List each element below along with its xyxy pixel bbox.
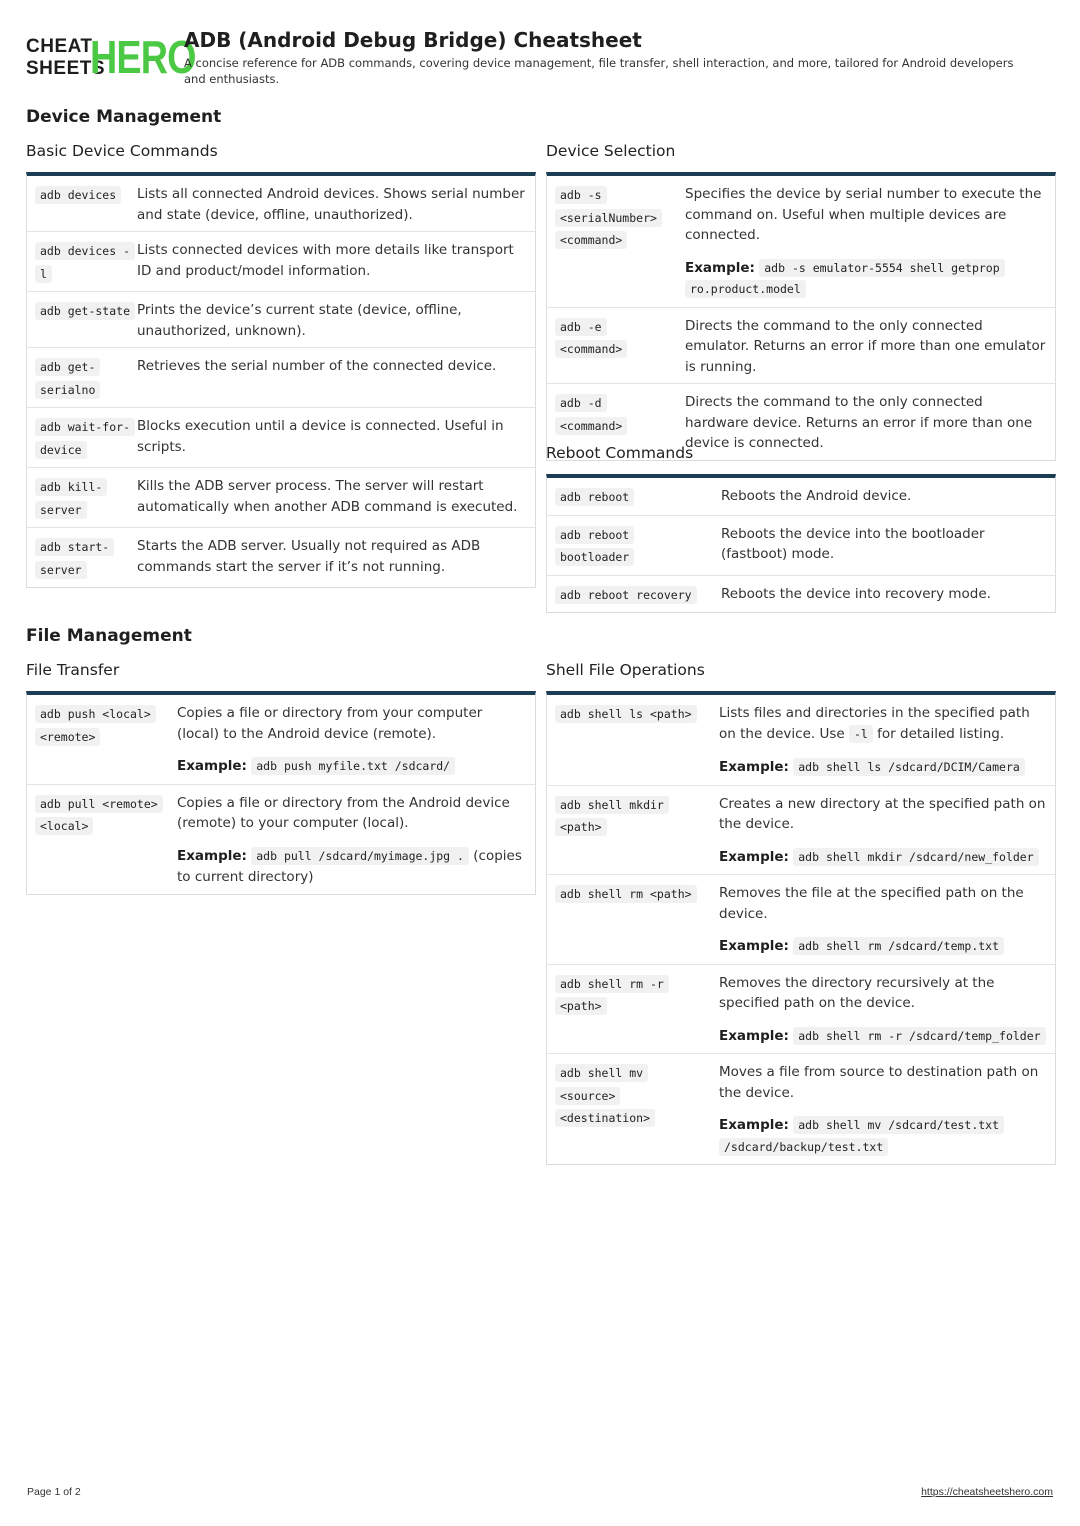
- table-row: [547, 786, 1055, 876]
- command-code: adb wait-for-device: [35, 418, 135, 459]
- example-code: adb pull /sdcard/myimage.jpg .: [251, 847, 469, 865]
- command-description: Removes the file at the specified path on the device.: [719, 885, 1024, 922]
- section-title-device-management: Device Management: [26, 107, 222, 127]
- command-code: adb shell ls <path>: [555, 705, 697, 723]
- command-code: adb reboot: [555, 488, 634, 506]
- command-code: adb pull <remote> <local>: [35, 795, 163, 836]
- command-code: adb shell mkdir <path>: [555, 796, 669, 837]
- page-subtitle: A concise reference for ADB commands, covering device management, file transfer, shell interaction, and more, tailored for Android developers and enthusiasts.: [184, 56, 1014, 86]
- command-code: adb -s <serialNumber> <command>: [555, 186, 662, 249]
- command-description: Reboots the device into the bootloader (fastboot) mode.: [721, 525, 985, 562]
- example-note: (copies to current directory): [177, 847, 522, 885]
- command-description: Copies a file or directory from your computer (local) to the Android device (remote).: [177, 705, 483, 742]
- table-row: [547, 576, 1055, 613]
- logo-text-cheat: CHEAT: [26, 36, 93, 57]
- command-description: Prints the device’s current state (device, offline, unauthorized, unknown).: [137, 302, 462, 339]
- table-row: [27, 292, 535, 348]
- example-code: adb -s emulator-5554 shell getprop ro.product.model: [685, 259, 1005, 299]
- command-description: Lists connected devices with more details like transport ID and product/model information.: [137, 242, 514, 279]
- example-code: adb shell mv /sdcard/test.txt /sdcard/backup/test.txt: [719, 1116, 1004, 1156]
- example-code: adb shell rm /sdcard/temp.txt: [793, 937, 1004, 955]
- example-label: Example:: [685, 259, 755, 276]
- example-code: adb push myfile.txt /sdcard/: [251, 757, 455, 775]
- card-device-selection: [546, 172, 1056, 461]
- command-example: [719, 757, 1047, 779]
- description-text: for detailed listing.: [877, 725, 1005, 742]
- command-code: adb shell rm -r <path>: [555, 975, 669, 1016]
- table-row: [27, 468, 535, 528]
- example-label: Example:: [177, 758, 247, 774]
- page-header: [26, 28, 1056, 90]
- example-label: Example:: [719, 1027, 789, 1044]
- command-description: Specifies the device by serial number to execute the command on. Useful when multiple devices are connected.: [685, 186, 1042, 243]
- cheatsheets-hero-logo[interactable]: [26, 31, 196, 83]
- table-row: [27, 408, 535, 468]
- table-row: [27, 695, 535, 785]
- command-description: Moves a file from source to destination path on the device.: [719, 1064, 1039, 1101]
- command-description: Creates a new directory at the specified path on the device.: [719, 795, 1046, 832]
- table-row: [27, 176, 535, 232]
- table-row: [27, 348, 535, 408]
- command-code: adb start-server: [35, 538, 114, 579]
- page-title: ADB (Android Debug Bridge) Cheatsheet: [184, 28, 642, 52]
- example-label: Example:: [719, 1117, 789, 1133]
- command-code: adb -e <command>: [555, 318, 627, 359]
- table-row: [547, 478, 1055, 516]
- card-shell-file-operations: [546, 691, 1056, 1165]
- command-description: Starts the ADB server. Usually not required as ADB commands start the server if it’s not running.: [137, 538, 481, 575]
- card-title-reboot-commands: Reboot Commands: [546, 444, 694, 462]
- card-basic-device-commands: [26, 172, 536, 588]
- card-title-basic-device-commands: Basic Device Commands: [26, 142, 218, 160]
- command-description: Blocks execution until a device is connected. Useful in scripts.: [137, 418, 504, 455]
- section-title-file-management: File Management: [26, 626, 192, 646]
- command-description: Directs the command to the only connected emulator. Returns an error if more than one emulator is running.: [685, 317, 1046, 375]
- example-label: Example:: [719, 759, 789, 775]
- example-code: adb shell rm -r /sdcard/temp_folder: [793, 1027, 1045, 1045]
- command-code: adb reboot bootloader: [555, 526, 634, 567]
- command-code: adb get-state: [35, 302, 135, 320]
- card-title-shell-file-operations: Shell File Operations: [546, 661, 705, 679]
- table-row: [27, 232, 535, 292]
- table-row: [547, 875, 1055, 965]
- table-row: [27, 528, 535, 587]
- command-example: [685, 258, 1047, 301]
- command-example: [719, 936, 1047, 958]
- table-row: [547, 965, 1055, 1055]
- command-code: adb kill-server: [35, 478, 107, 519]
- command-example: [719, 847, 1047, 869]
- command-description: Kills the ADB server process. The server will restart automatically when another ADB command is executed.: [137, 478, 518, 515]
- command-code: adb reboot recovery: [555, 586, 697, 604]
- description-text: Lists files and directories in the specified path on the device. Use: [719, 705, 1030, 742]
- inline-code: -l: [849, 725, 873, 743]
- example-code: adb shell ls /sdcard/DCIM/Camera: [793, 758, 1025, 776]
- table-row: [547, 516, 1055, 576]
- command-example: [719, 1026, 1047, 1048]
- command-example: [177, 846, 527, 888]
- logo-text-sheets: SHEETS: [26, 58, 106, 79]
- example-code: adb shell mkdir /sdcard/new_folder: [793, 848, 1038, 866]
- card-title-device-selection: Device Selection: [546, 142, 676, 160]
- example-label: Example:: [719, 938, 789, 954]
- command-description: Copies a file or directory from the Android device (remote) to your computer (local).: [177, 794, 510, 831]
- command-example: [177, 756, 527, 778]
- logo-text-hero: HERO: [90, 31, 196, 83]
- command-description: Removes the directory recursively at the specified path on the device.: [719, 974, 995, 1011]
- table-row: [547, 176, 1055, 308]
- page-number: Page 1 of 2: [27, 1486, 81, 1498]
- command-code: adb devices: [35, 186, 121, 204]
- example-label: Example:: [719, 848, 789, 865]
- card-reboot-commands: [546, 474, 1056, 613]
- command-code: adb devices -l: [35, 242, 135, 283]
- command-example: [719, 1115, 1047, 1158]
- example-label: Example:: [177, 847, 247, 864]
- command-description: [719, 703, 1047, 745]
- card-title-file-transfer: File Transfer: [26, 661, 120, 679]
- card-file-transfer: [26, 691, 536, 895]
- command-code: adb -d <command>: [555, 394, 627, 435]
- table-row: [27, 785, 535, 894]
- table-row: [547, 1054, 1055, 1164]
- command-code: adb push <local> <remote>: [35, 705, 156, 746]
- command-code: adb get-serialno: [35, 358, 100, 399]
- table-row: [547, 695, 1055, 786]
- command-description: Retrieves the serial number of the connected device.: [137, 358, 497, 374]
- command-description: Lists all connected Android devices. Shows serial number and state (device, offline, unauthorized).: [137, 186, 525, 223]
- table-row: [547, 308, 1055, 385]
- site-link[interactable]: https://cheatsheetshero.com: [921, 1486, 1053, 1498]
- command-description: Reboots the Android device.: [721, 488, 912, 504]
- command-code: adb shell mv <source> <destination>: [555, 1064, 655, 1127]
- command-description: Directs the command to the only connected hardware device. Returns an error if more than one device is connected.: [685, 394, 1033, 451]
- command-code: adb shell rm <path>: [555, 885, 697, 903]
- command-description: Reboots the device into recovery mode.: [721, 585, 991, 602]
